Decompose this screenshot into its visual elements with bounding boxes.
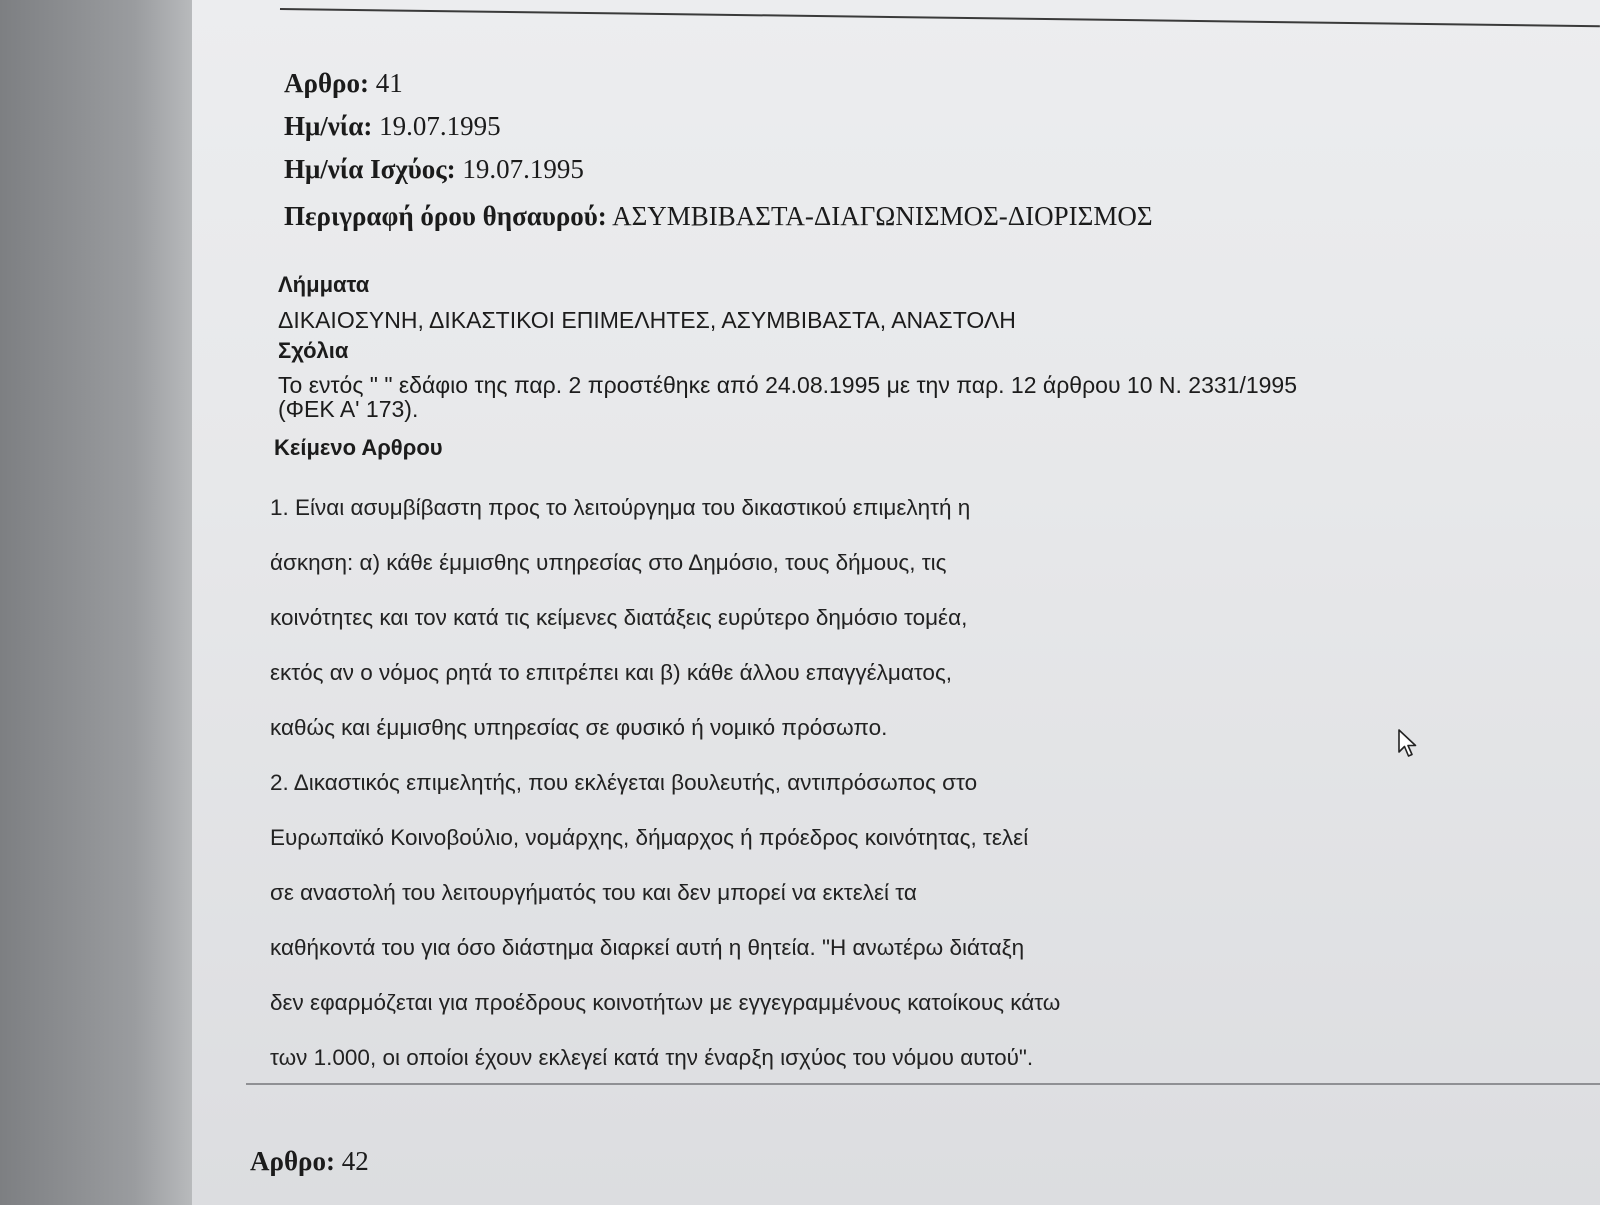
effective-date-label: Ημ/νία Ισχύος: xyxy=(284,154,456,184)
article-text-heading: Κείμενο Αρθρου xyxy=(274,435,443,460)
next-article-label: Αρθρο: xyxy=(250,1146,335,1176)
screen-left-bezel xyxy=(0,0,192,1205)
article-number: 41 xyxy=(375,68,403,98)
lemmata-value: ΔΙΚΑΙΟΣΥΝΗ, ΔΙΚΑΣΤΙΚΟΙ ΕΠΙΜΕΛΗΤΕΣ, ΑΣΥΜΒΙΒΑΣΤΑ, ΑΝΑΣΤΟΛΗ xyxy=(278,307,1016,333)
article-date-row xyxy=(284,105,1153,148)
article-text-line: των 1.000, οι οποίοι έχουν εκλεγεί κατά την έναρξη ισχύος του νόμου αυτού". xyxy=(270,1045,1034,1070)
article-text-line: άσκηση: α) κάθε έμμισθης υπηρεσίας στο Δημόσιο, τους δήμους, τις xyxy=(270,550,947,575)
document-page xyxy=(192,0,1600,1205)
article-text-line: εκτός αν ο νόμος ρητά το επιτρέπει και β) κάθε άλλου επαγγέλματος, xyxy=(270,660,953,685)
next-article-header[interactable] xyxy=(250,1146,369,1177)
mouse-pointer-icon xyxy=(1397,728,1419,760)
article-number-label: Αρθρο: xyxy=(284,68,369,98)
article-text-line: καθήκοντά του για όσο διάστημα διαρκεί αυτή η θητεία. "Η ανωτέρω διάταξη xyxy=(270,935,1025,960)
comments-heading: Σχόλια xyxy=(278,338,349,363)
effective-date: 19.07.1995 xyxy=(462,154,584,184)
article-date: 19.07.1995 xyxy=(379,111,501,141)
thesaurus-label: Περιγραφή όρου θησαυρού: xyxy=(284,201,607,231)
effective-date-row xyxy=(284,148,1153,191)
next-article-number: 42 xyxy=(341,1146,369,1176)
article-divider xyxy=(246,1083,1600,1085)
top-divider xyxy=(280,8,1600,27)
article-date-label: Ημ/νία: xyxy=(284,111,373,141)
article-text-line: καθώς και έμμισθης υπηρεσίας σε φυσικό ή νομικό πρόσωπο. xyxy=(270,715,888,740)
article-text-line: Ευρωπαϊκό Κοινοβούλιο, νομάρχης, δήμαρχος ή πρόεδρος κοινότητας, τελεί xyxy=(270,825,1029,850)
thesaurus-row xyxy=(284,195,1153,238)
comments-line-1: Το εντός " " εδάφιο της παρ. 2 προστέθηκε από 24.08.1995 με την παρ. 12 άρθρου 10 Ν. 2331/1995 xyxy=(278,372,1298,398)
article-text-line: κοινότητες και τον κατά τις κείμενες διατάξεις ευρύτερο δημόσιο τομέα, xyxy=(270,605,968,630)
comments-line-2: (ΦΕΚ Α' 173). xyxy=(278,396,419,422)
article-number-row xyxy=(284,62,1153,105)
article-text-body xyxy=(270,480,1060,1085)
article-metadata xyxy=(284,62,1153,238)
article-text-line: 2. Δικαστικός επιμελητής, που εκλέγεται βουλευτής, αντιπρόσωπος στο xyxy=(270,770,978,795)
article-text-line: σε αναστολή του λειτουργήματός του και δεν μπορεί να εκτελεί τα xyxy=(270,880,917,905)
lemmata-heading: Λήμματα xyxy=(278,272,370,297)
article-text-line: δεν εφαρμόζεται για προέδρους κοινοτήτων με εγγεγραμμένους κατοίκους κάτω xyxy=(270,990,1061,1015)
article-text-line: 1. Είναι ασυμβίβαστη προς το λειτούργημα του δικαστικού επιμελητή η xyxy=(270,495,971,520)
thesaurus-value: ΑΣΥΜΒΙΒΑΣΤΑ-ΔΙΑΓΩΝΙΣΜΟΣ-ΔΙΟΡΙΣΜΟΣ xyxy=(612,201,1153,231)
